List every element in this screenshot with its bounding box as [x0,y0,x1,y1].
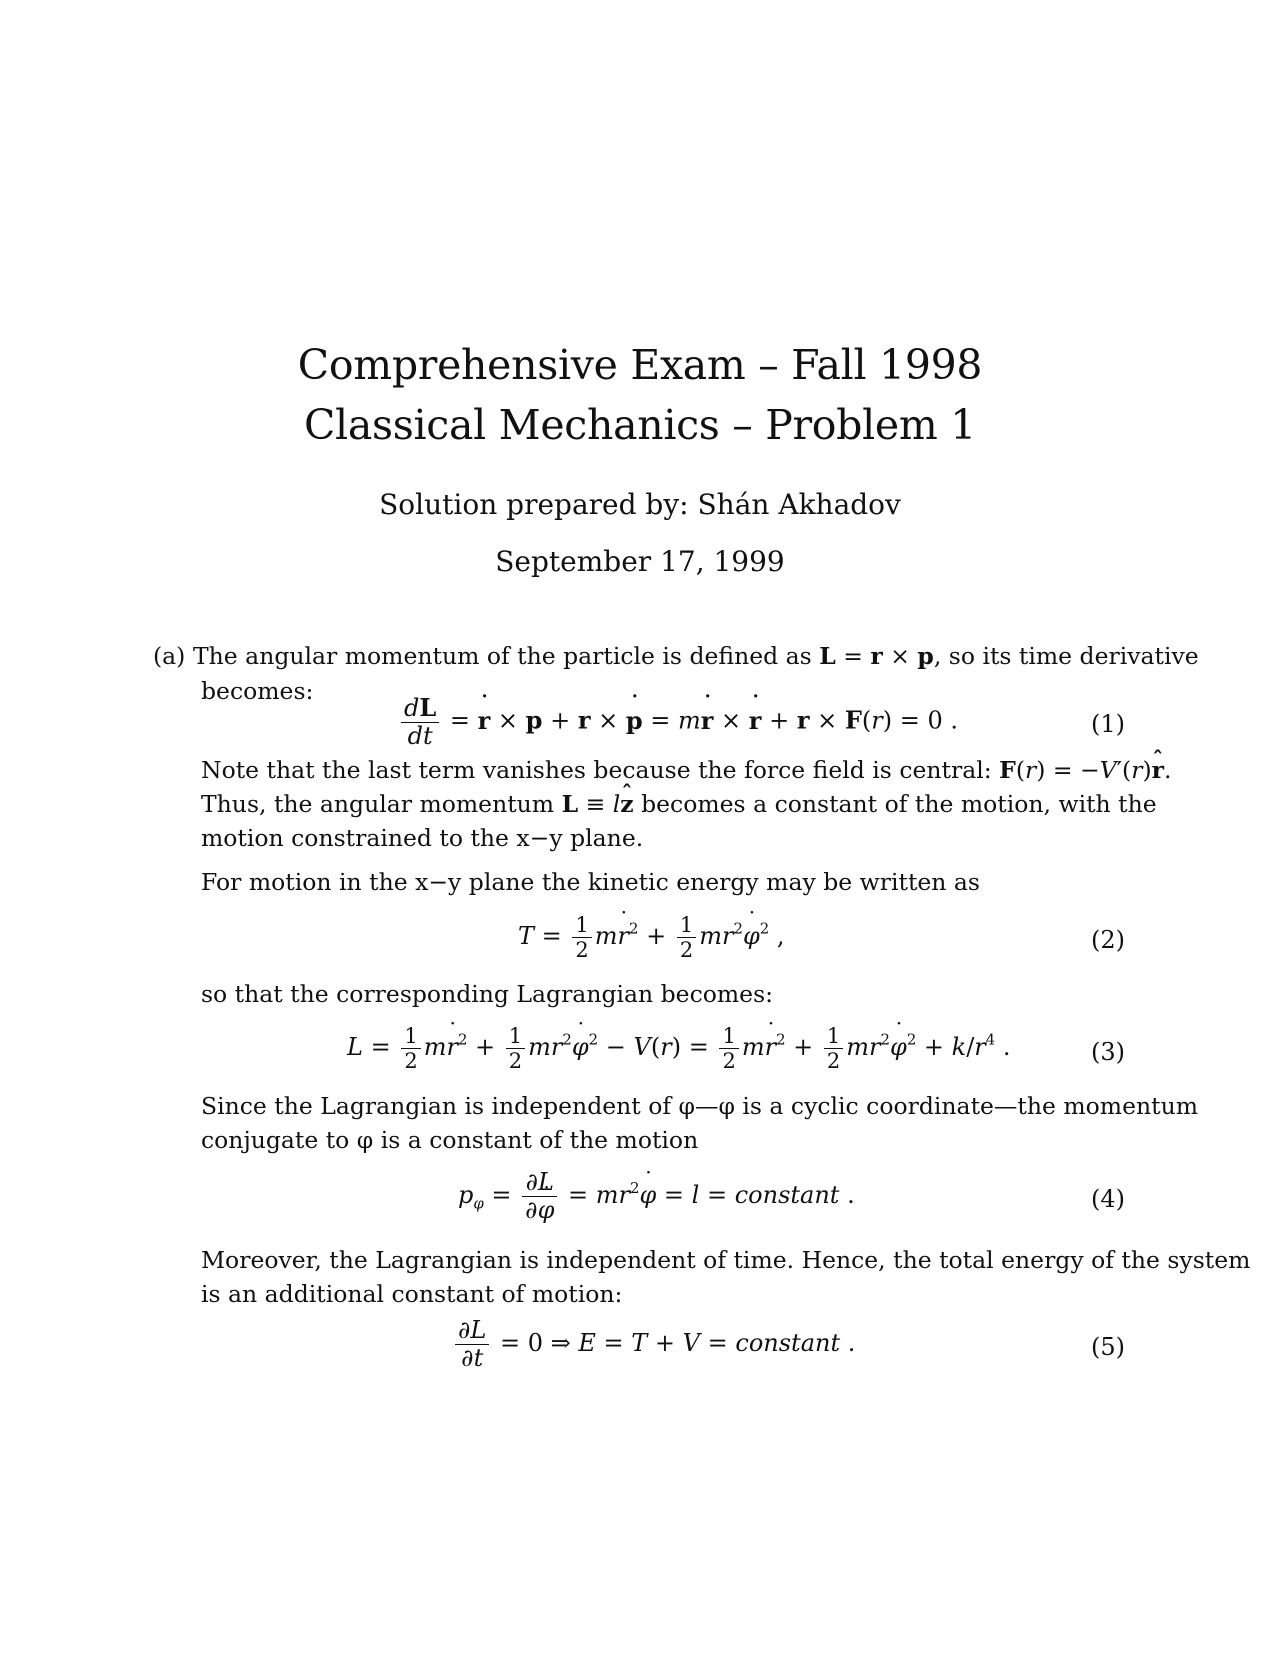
paragraph-lagrangian: so that the corresponding Lagrangian becomes: [201,980,774,1008]
note-line-2: Thus, the angular momentum L ≡ lˆ z becomes a constant of the motion, with the [201,786,1069,822]
author-line: Solution prepared by: Shán Akhadov [379,488,901,521]
equation-2: T = $\frac{1}{2}$ m˙ $r^2$ + $\frac{1}{2}$ $mr^2˙$ $\varphi^2$ , [518,914,784,961]
paragraph-energy-line-2: is an additional constant of motion: [201,1280,623,1308]
equation-3: L = $\frac{1}{2}$ m˙ $r^2$ + $\frac{1}{2}$ $mr^2˙$ $\varphi^2 - V(r)$ = $\frac{1}{2}$ m˙ $r^2$ + $\frac{1}{2}$ $mr^2˙$ $\varphi^2 + k/r^4$ . [347,1025,1011,1072]
equation-5: $\frac{\partial L}{\partial t}$ = 0 ⇒ E = T + V = constant . [452,1318,855,1371]
note-text-2a: Thus, the angular momentum [201,790,555,818]
equation-1: $\frac{dL}{dt}$ = ˙ r × p + r × ˙ p = m˙ r × ˙ r + r × F(r) = 0 . [398,695,958,749]
note-line-3: motion constrained to the x−y plane. [201,824,644,852]
equation-3-number: (3) [1091,1038,1125,1066]
note-text-2b: becomes a constant of the motion, with the [641,790,1157,818]
note-text: Note that the last term vanishes because the force field is central: [201,756,992,784]
paragraph-kinetic: For motion in the x−y plane the kinetic energy may be written as [201,868,980,896]
equation-5-number: (5) [1091,1333,1125,1361]
paragraph-a-line-1: The angular momentum of the particle is defined as L = r × p, so its time derivative [193,642,1199,670]
constant-word-5: constant [735,1329,841,1358]
part-label: (a) [153,642,186,670]
title-line-2: Classical Mechanics – Problem 1 [303,401,976,449]
title-line-1: Comprehensive Exam – Fall 1998 [297,341,983,389]
equation-4-number: (4) [1091,1185,1125,1213]
paragraph-a-text-end: , so its time derivative [933,642,1199,670]
date-line: September 17, 1999 [495,545,785,578]
constant-word-4: constant [734,1181,840,1210]
note-line-1: Note that the last term vanishes because the force field is central: F(r) = −V′(r)ˆ r. [201,752,1069,788]
equation-1-number: (1) [1091,710,1125,738]
paragraph-a-line-2: becomes: [201,677,314,705]
paragraph-energy-line-1: Moreover, the Lagrangian is independent of time. Hence, the total energy of the system [201,1246,1251,1274]
paragraph-cyclic-line-1: Since the Lagrangian is independent of φ—φ is a cyclic coordinate—the momentum [201,1092,1198,1120]
paragraph-a-text: The angular momentum of the particle is defined as [193,642,812,670]
equation-4: $p_\varphi$ = $\frac{\partial L}{\partial˙ \varphi}$ = $mr^2˙$ φ = l = constant . [458,1170,855,1223]
paragraph-cyclic-line-2: conjugate to φ is a constant of the motion [201,1126,699,1154]
equation-2-number: (2) [1091,926,1125,954]
